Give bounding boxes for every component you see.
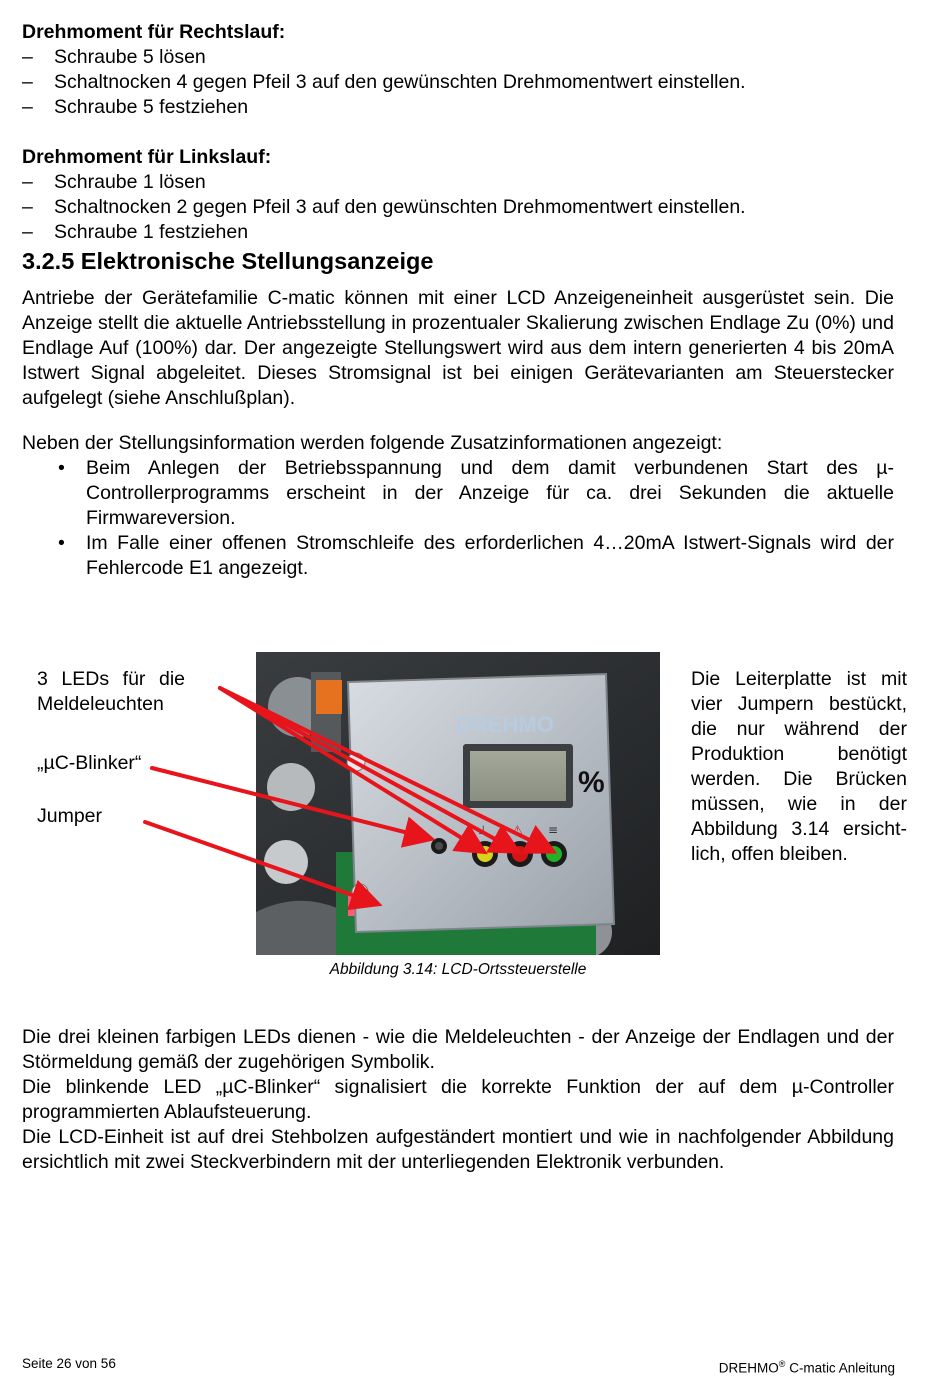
- left-torque-heading: Drehmoment für Linkslauf:: [22, 146, 272, 168]
- list-item: – Schaltnocken 2 gegen Pfeil 3 auf den gewünschten Drehmomentwert einstellen.: [22, 195, 902, 220]
- jumper-note: Die Leiterplatte ist mit vier Jumpern bestückt, die nur während der Produktion benötigt werden. Die Brücken müssen, wie in der Abbildung 3.14 ersichtlich, offen bleiben.: [691, 668, 907, 865]
- footer-reg-mark: ®: [778, 1359, 786, 1369]
- closing-paragraph-1: Die drei kleinen farbigen LEDs dienen - wie die Meldeleuchten - der Anzeige der Endlagen und der Störmeldung gemäß der zugehörigen Symbolik.: [22, 1026, 894, 1073]
- list-item: – Schraube 1 festziehen: [22, 220, 902, 245]
- svg-text:⚠: ⚠: [512, 823, 523, 837]
- list-item: • Beim Anlegen der Betriebsspannung und dem damit verbundenen Start des µ-Controllerprogramms erscheint in der Anzeige für ca. drei Sekunden die aktuelle Firmwareversion.: [22, 456, 894, 531]
- jumper-arrow: [145, 822, 375, 903]
- footer-doc-title: [719, 1355, 895, 1378]
- list-item: • Im Falle einer offenen Stromschleife des erforderlichen 4…20mA Istwert-Signals wird der Fehlercode E1 angezeigt.: [22, 531, 894, 581]
- footer-doc: C-matic Anleitung: [785, 1360, 895, 1376]
- label-leds: 3 LEDs für die Meldeleuchten: [37, 668, 185, 715]
- list-item: – Schraube 5 festziehen: [22, 95, 902, 120]
- list-item: – Schraube 5 lösen: [22, 45, 902, 70]
- list-item: – Schraube 1 lösen: [22, 170, 902, 195]
- footer-brand: DREHMO: [718, 1360, 779, 1376]
- label-jumper: Jumper: [37, 805, 103, 827]
- label-blinker: „µC-Blinker“: [37, 752, 142, 774]
- footer-page-number: Seite 26 von 56: [22, 1356, 116, 1371]
- list-item: – Schaltnocken 4 gegen Pfeil 3 auf den gewünschten Drehmomentwert einstellen.: [22, 70, 902, 95]
- photo-brand: DREHMO: [456, 712, 554, 737]
- svg-text:≡: ≡: [548, 823, 559, 837]
- closing-paragraph-2: Die blinkende LED „µC-Blinker“ signalisiert die korrekte Funktion der auf dem µ-Controller programmierten Ablaufsteuerung.: [22, 1076, 894, 1123]
- svg-text:⊥: ⊥: [478, 823, 489, 837]
- section-title: 3.2.5 Elektronische Stellungsanzeige: [22, 248, 434, 274]
- section-paragraph-1: Antriebe der Gerätefamilie C-matic können mit einer LCD Anzeigeneinheit ausgerüstet sein. Die Anzeige stellt die aktuelle Antriebsstellung in prozentualer Skalierung zwischen Endlage Zu (0%) und Endlage Auf (100%) dar. Der angezeigte Stellungswert wird aus dem intern generierten 4 bis 20mA Istwert Signal abgeleitet. Dieses Stromsignal ist bei einigen Gerätevarianten am Steuerstecker aufgelegt (siehe Anschlußplan).: [22, 287, 894, 409]
- closing-text: [22, 1025, 894, 1175]
- section-paragraph-2: Neben der Stellungsinformation werden folgende Zusatzinformationen angezeigt:: [22, 432, 723, 454]
- figure-caption: Abbildung 3.14: LCD-Ortssteuerstelle: [329, 961, 587, 978]
- photo-percent: %: [578, 766, 605, 799]
- right-torque-heading: Drehmoment für Rechtslauf:: [22, 21, 286, 43]
- closing-paragraph-3: Die LCD-Einheit ist auf drei Stehbolzen aufgeständert montiert und wie in nachfolgender Abbildung ersichtlich mit zwei Steckverbindern mit der unterliegenden Elektronik verbunden.: [22, 1126, 894, 1173]
